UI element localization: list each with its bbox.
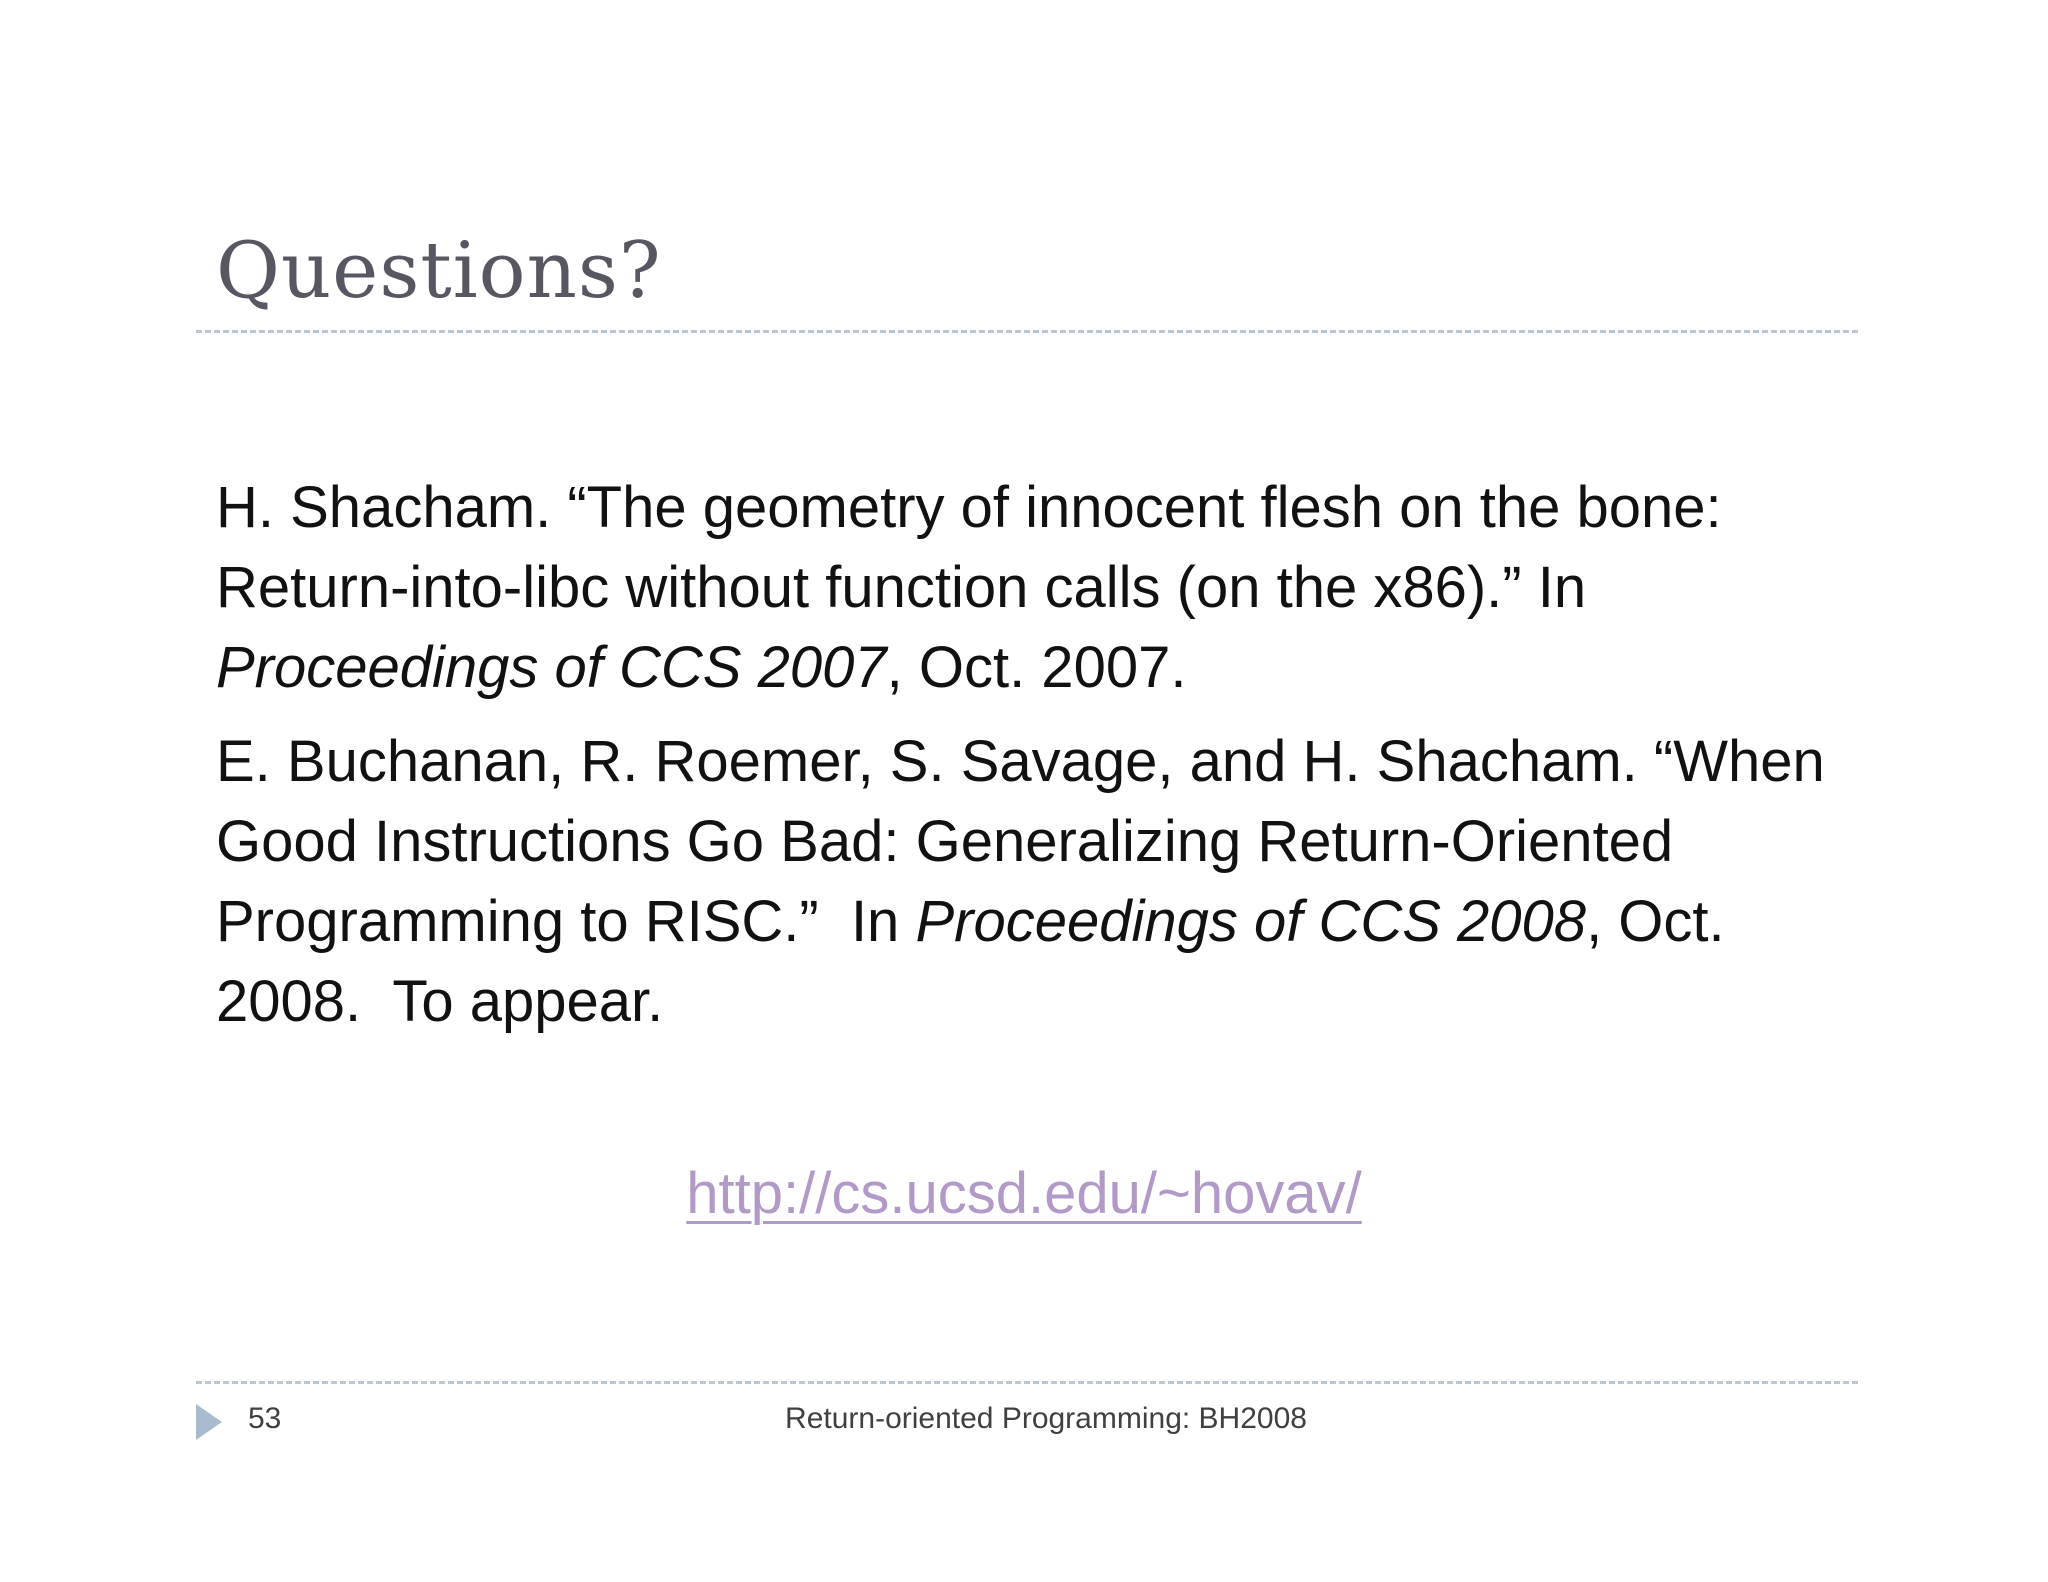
reference-line: E. Buchanan, R. Roemer, S. Savage, and H. Shacham. “When xyxy=(216,729,1825,794)
footer-title: Return-oriented Programming: BH2008 xyxy=(785,1402,1307,1435)
reference-line xyxy=(216,628,1866,708)
url-container xyxy=(0,1160,2048,1227)
reference-line xyxy=(216,882,1866,962)
reference-venue: Proceedings of CCS 2008 xyxy=(915,889,1587,954)
footer-divider xyxy=(196,1381,1858,1384)
reference-item xyxy=(216,722,1866,1042)
reference-date: , Oct. 2007. xyxy=(886,635,1187,700)
homepage-link[interactable]: http://cs.ucsd.edu/~hovav/ xyxy=(686,1161,1362,1226)
slide-title: Questions? xyxy=(216,226,662,316)
page-number: 53 xyxy=(248,1402,282,1435)
reference-date: , Oct. xyxy=(1586,889,1725,954)
title-divider xyxy=(196,330,1858,333)
reference-line: 2008. To appear. xyxy=(216,969,664,1034)
footer xyxy=(196,1396,1858,1446)
reference-line: Good Instructions Go Bad: Generalizing Return-Oriented xyxy=(216,809,1674,874)
reference-item xyxy=(216,468,1866,708)
reference-text: Programming to RISC.” In xyxy=(216,889,916,954)
reference-venue: Proceedings of CCS 2007 xyxy=(216,635,887,700)
reference-list xyxy=(216,468,1866,1056)
reference-line: Return-into-libc without function calls (on the x86).” In xyxy=(216,555,1587,620)
reference-line: H. Shacham. “The geometry of innocent flesh on the bone: xyxy=(216,475,1722,540)
